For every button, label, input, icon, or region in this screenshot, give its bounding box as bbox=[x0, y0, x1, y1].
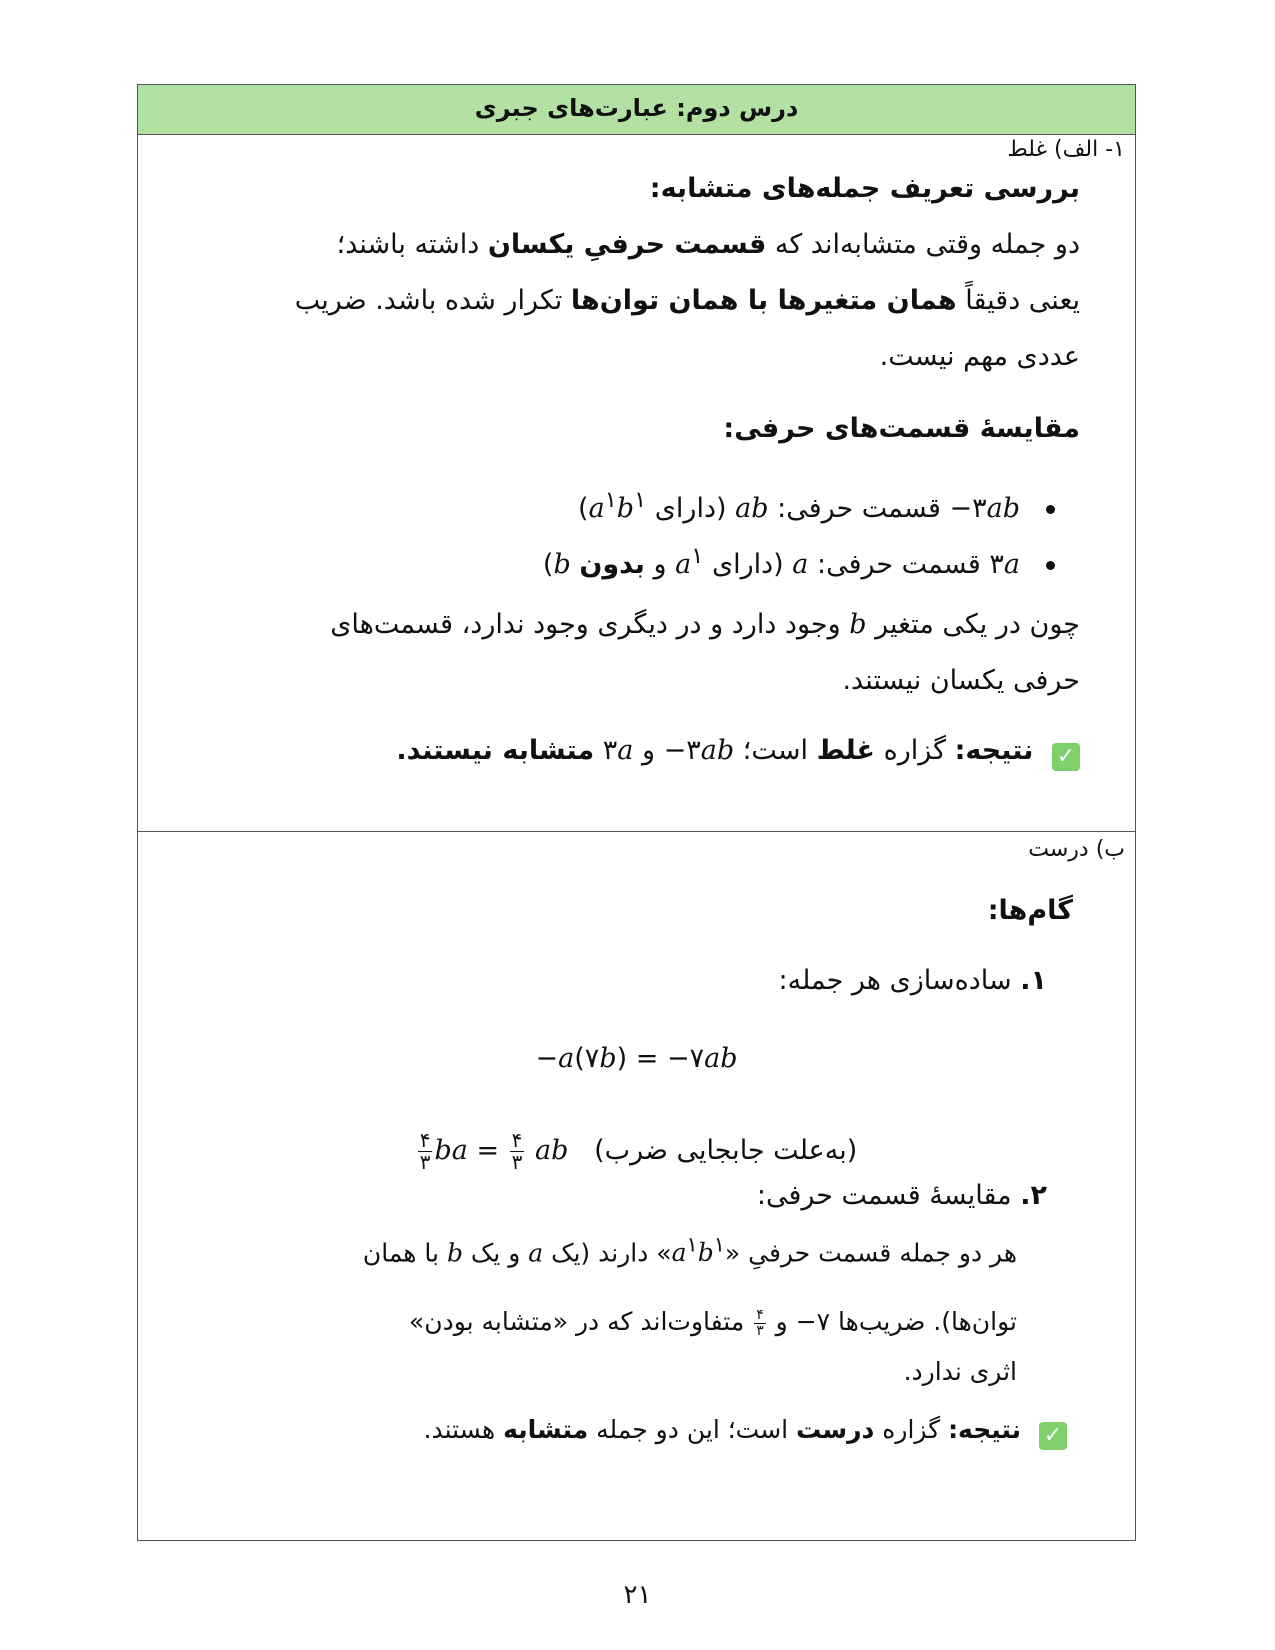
explanation-line-2: حرفی یکسان نیستند. bbox=[842, 665, 1080, 696]
result-a: ✓ نتیجه: گزاره غلط است؛ −۳ab و ۳a متشابه نیستند. bbox=[396, 735, 1080, 771]
comparison-line-3: اثری ندارد. bbox=[903, 1357, 1017, 1386]
equation-1: −a(۷b) = −۷ab bbox=[535, 1043, 738, 1074]
comparison-line-1: هر دو جمله قسمت حرفیِ «$a^۱b^۱$» دارند (یک a و یک b با همان bbox=[362, 1233, 1017, 1268]
bullet-item-1: −۳ab قسمت حرفی: ab (دارای $a^۱b^۱$) bbox=[578, 487, 1020, 524]
bullet-item-2: ۳a قسمت حرفی: a (دارای $a^۱$ و بدون b) bbox=[542, 543, 1020, 580]
check-icon: ✓ bbox=[1052, 743, 1080, 771]
heading-steps: گام‌ها: bbox=[987, 895, 1073, 926]
fraction: $\frac{۴}{۳}$ bbox=[419, 1128, 431, 1174]
fraction: $\frac{۴}{۳}$ bbox=[511, 1128, 523, 1174]
page-number: ۲۱ bbox=[623, 1580, 652, 1610]
explanation-line-1: چون در یکی متغیر b وجود دارد و در دیگری وجود ندارد، قسمت‌های bbox=[330, 609, 1080, 640]
bullet-dot bbox=[1046, 561, 1055, 570]
heading-compare-literal: مقایسهٔ قسمت‌های حرفی: bbox=[723, 413, 1080, 444]
step-2: ۲. مقایسهٔ قسمت حرفی: bbox=[756, 1180, 1047, 1211]
fraction: $\frac{۴}{۳}$ bbox=[756, 1306, 764, 1339]
step-1: ۱. ساده‌سازی هر جمله: bbox=[778, 965, 1047, 996]
definition-line-3: عددی مهم نیست. bbox=[879, 341, 1080, 372]
bullet-dot bbox=[1046, 505, 1055, 514]
definition-line-1: دو جمله وقتی متشابه‌اند که قسمت حرفیِ یکسان داشته باشند؛ bbox=[336, 229, 1080, 260]
result-b: ✓ نتیجه: گزاره درست است؛ این دو جمله متشابه هستند. bbox=[424, 1415, 1067, 1450]
comparison-line-2: توان‌ها). ضریب‌ها −۷ و $\frac{۴}{۳}$ متفاوت‌اند که در «متشابه بودن» bbox=[408, 1306, 1017, 1339]
content-frame bbox=[137, 84, 1136, 1541]
heading-similar-terms: بررسی تعریف جمله‌های متشابه: bbox=[649, 173, 1080, 204]
lesson-title: درس دوم: عبارت‌های جبری bbox=[138, 85, 1135, 135]
equation-2: $\frac{۴}{۳}$ ba = $\frac{۴}{۳}$ ab (به‌علت جابجایی ضرب) bbox=[419, 1128, 858, 1174]
section-divider bbox=[138, 831, 1135, 832]
part-a-label: ۱- الف) غلط bbox=[1007, 137, 1125, 162]
definition-line-2: یعنی دقیقاً همان متغیرها با همان توان‌ها تکرار شده باشد. ضریب bbox=[294, 285, 1080, 316]
check-icon: ✓ bbox=[1039, 1422, 1067, 1450]
part-b-label: ب) درست bbox=[1028, 837, 1125, 862]
